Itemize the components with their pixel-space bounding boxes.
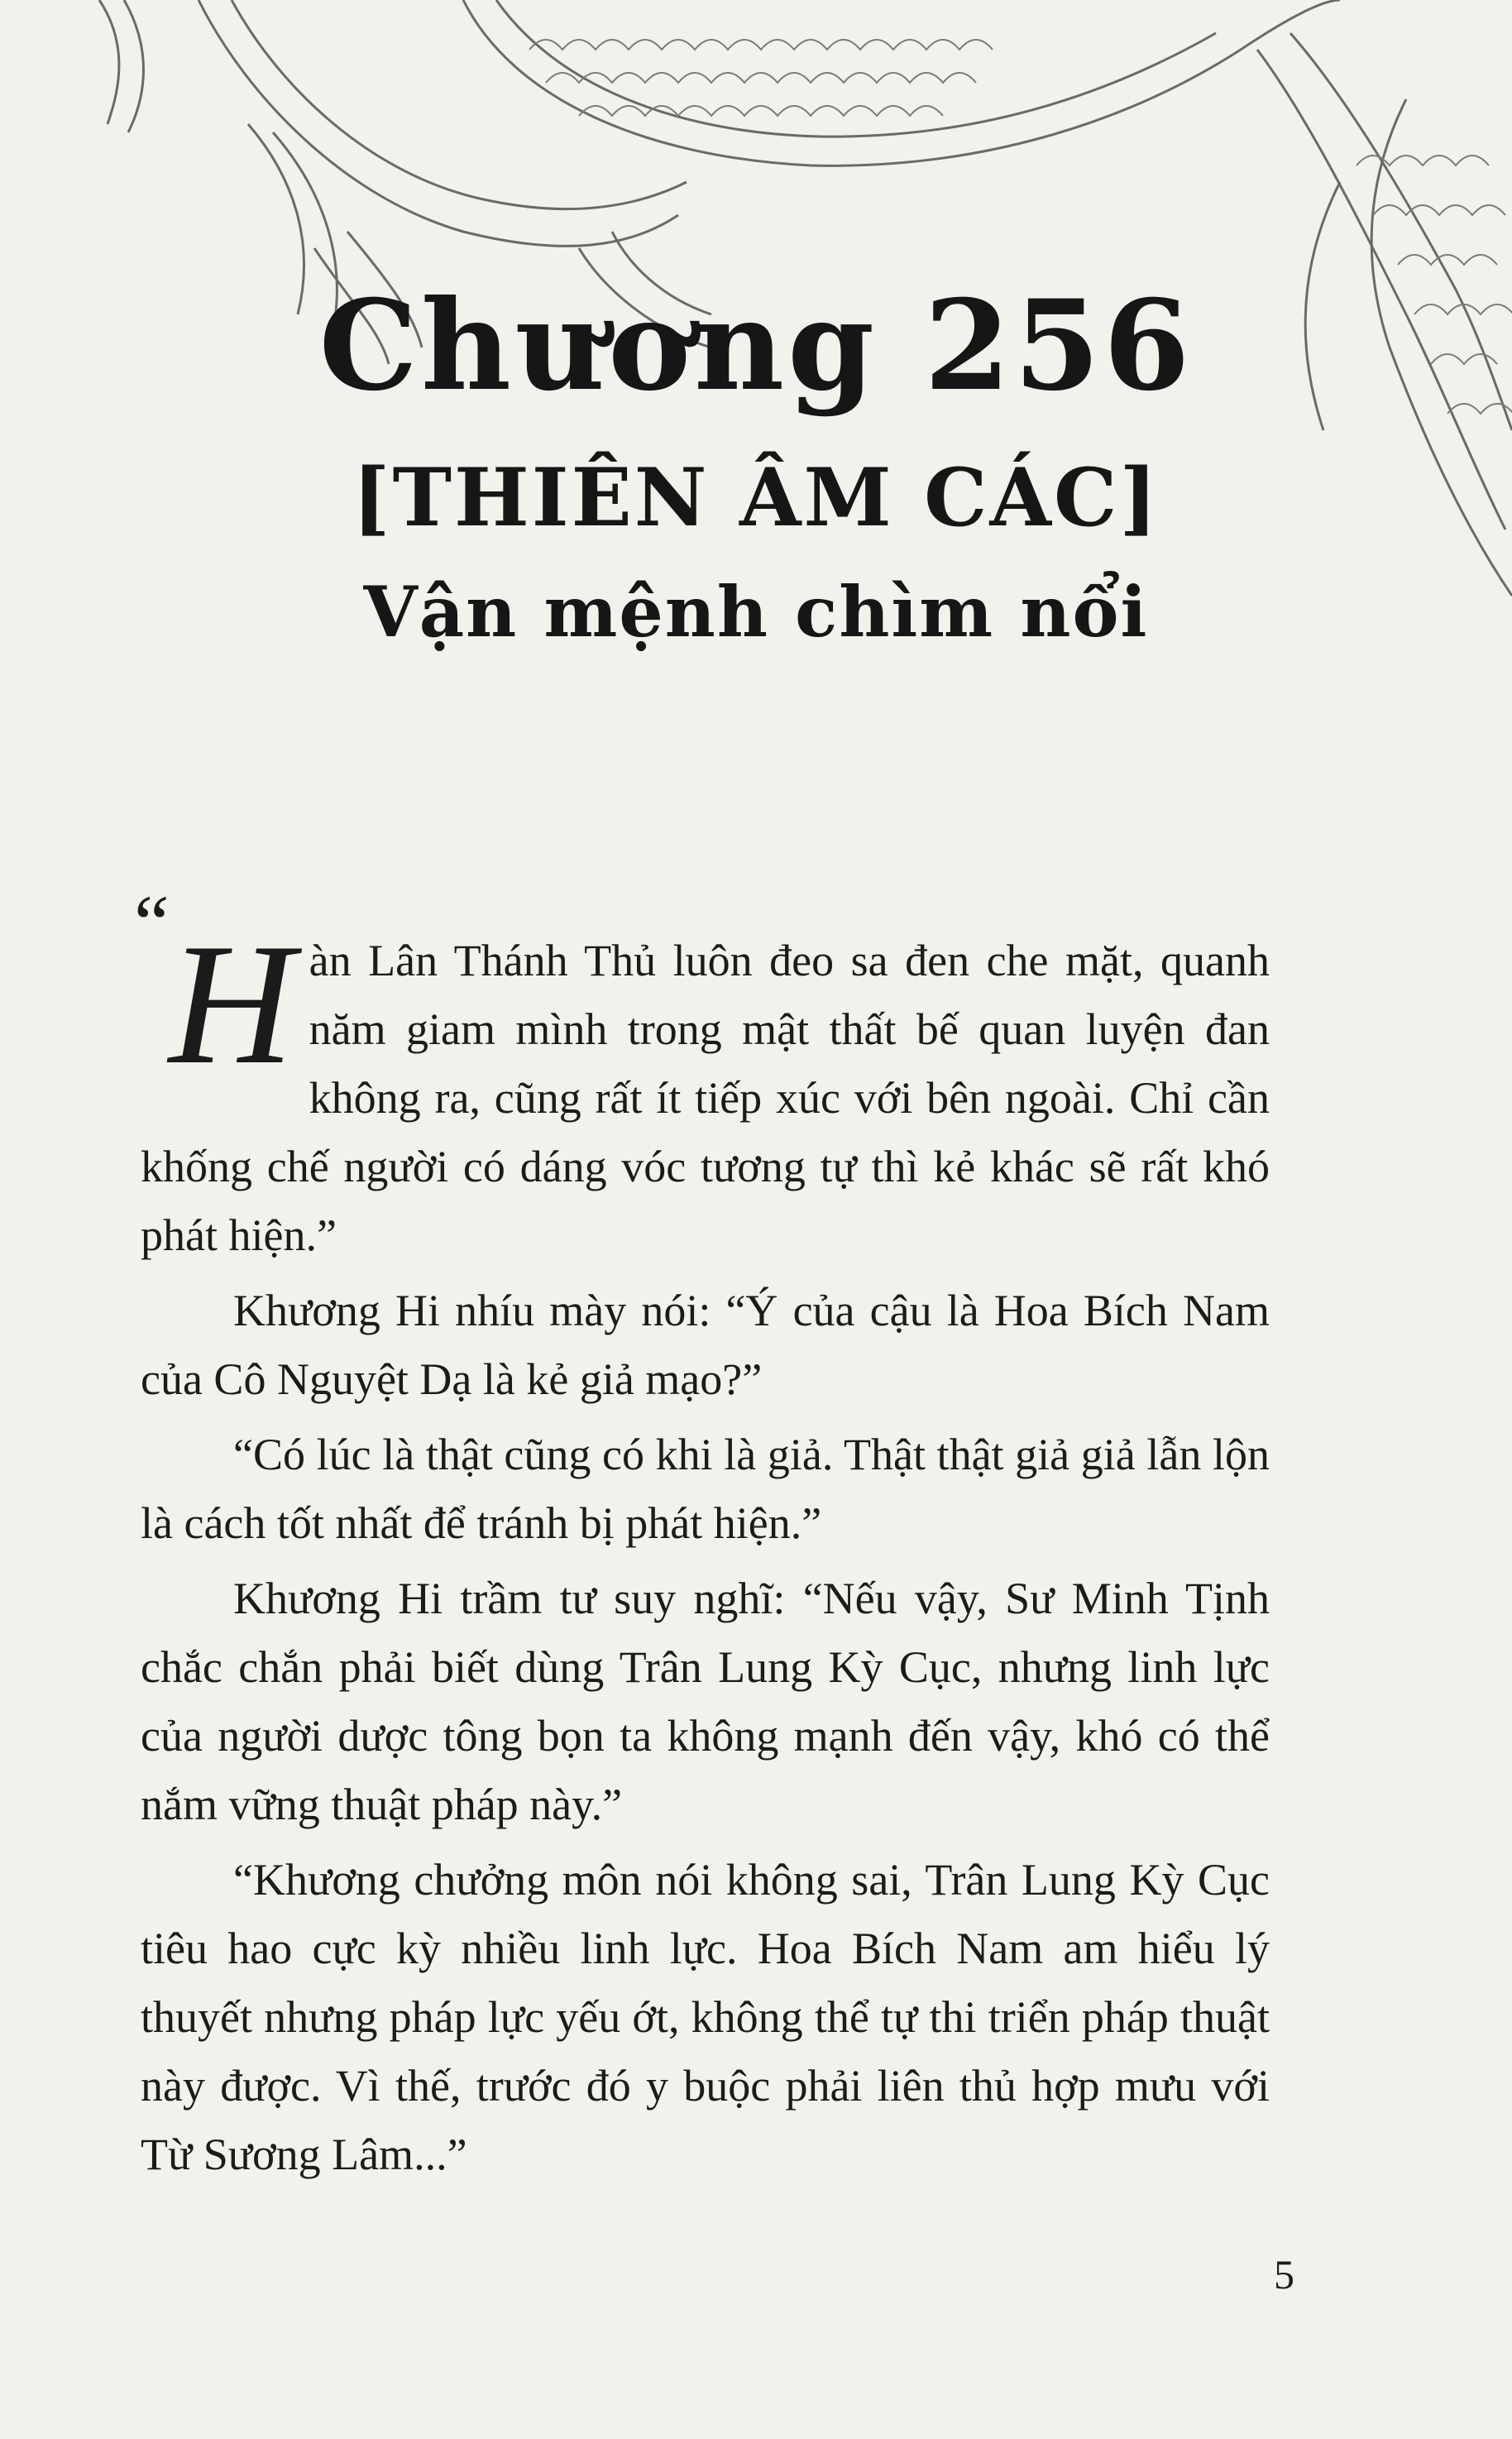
- paragraph-5: “Khương chưởng môn nói không sai, Trân Lung Kỳ Cục tiêu hao cực kỳ nhiều linh lực. Hoa Bích Nam am hiểu lý thuyết nhưng pháp lực yếu ớt, không thể tự thi triển pháp thuật này được. Vì thế, trước đó y buộc phải liên thủ hợp mưu với Từ Sương Lâm...”: [141, 1855, 1270, 2179]
- opening-quote: “: [134, 879, 170, 967]
- paragraph-2: Khương Hi nhíu mày nói: “Ý của cậu là Hoa Bích Nam của Cô Nguyệt Dạ là kẻ giả mạo?”: [141, 1286, 1270, 1404]
- paragraph-3: “Có lúc là thật cũng có khi là giả. Thật thật giả giả lẫn lộn là cách tốt nhất để tránh bị phát hiện.”: [141, 1430, 1270, 1548]
- body-text: [134, 879, 1270, 2196]
- chapter-name: Vận mệnh chìm nổi: [363, 571, 1149, 653]
- paragraph-text: àn Lân Thánh Thủ luôn đeo sa đen che mặt, quanh năm giam mình trong mật thất bế quan luyện đan không ra, cũng rất ít tiếp xúc với bên ngoài. Chỉ cần khống chế người có dáng vóc tương tự thì kẻ khác sẽ rất khó phát hiện.”: [141, 936, 1270, 1260]
- drop-cap: H: [169, 908, 294, 1100]
- page-number: 5: [1274, 2251, 1294, 2298]
- paragraph-4: Khương Hi trầm tư suy nghĩ: “Nếu vậy, Sư Minh Tịnh chắc chắn phải biết dùng Trân Lung Kỳ Cục, nhưng linh lực của người dược tông bọn ta không mạnh đến vậy, khó có thể nắm vững thuật pháp này.”: [141, 1574, 1270, 1829]
- paragraph-1: [134, 879, 1270, 1270]
- chapter-subtitle: [THIÊN ÂM CÁC]: [352, 451, 1160, 544]
- chapter-title: Chương 256: [318, 273, 1194, 419]
